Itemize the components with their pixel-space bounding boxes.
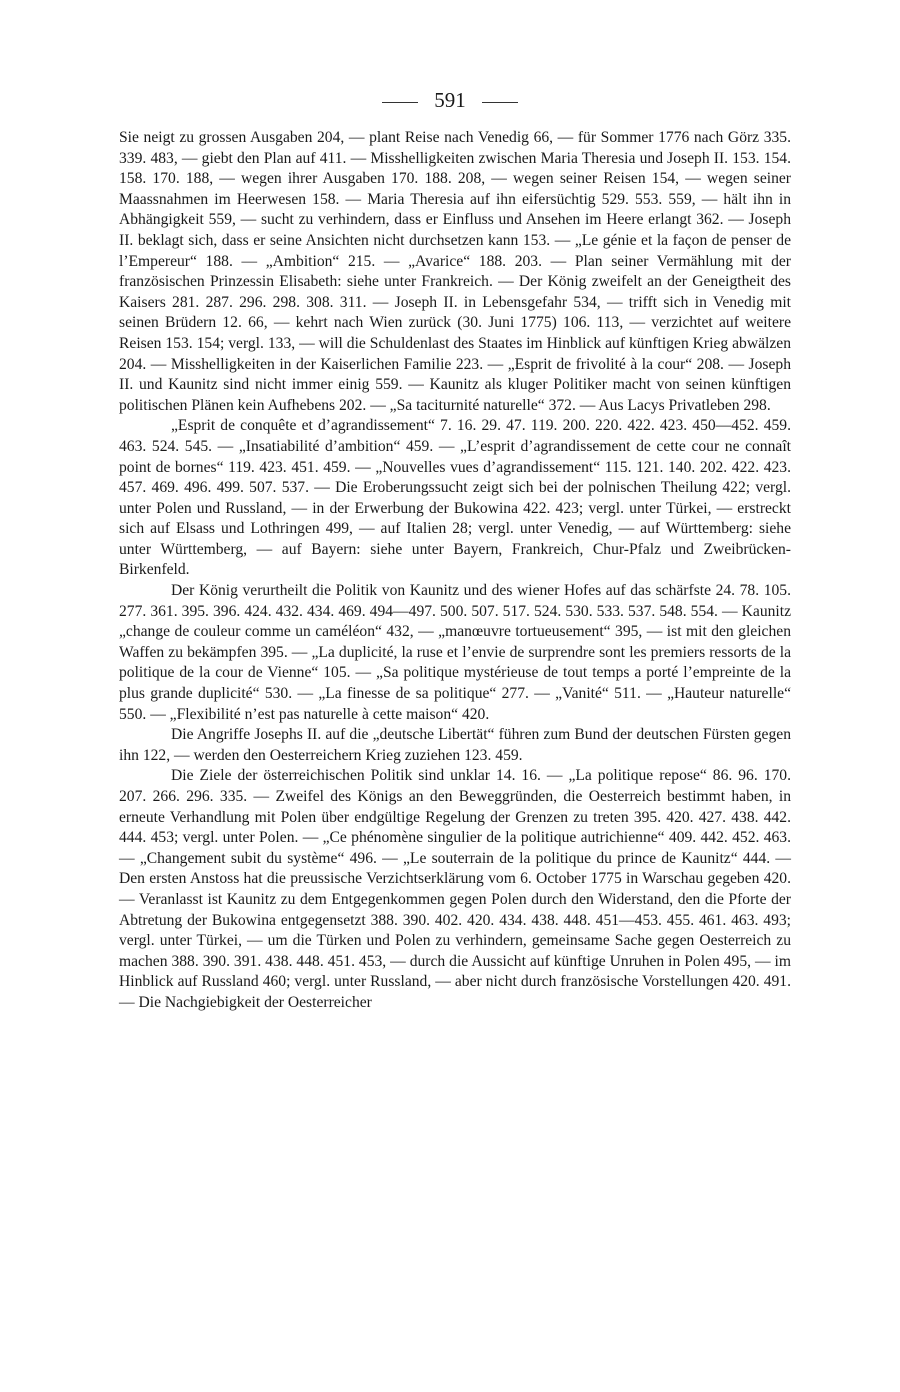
index-text bbox=[119, 128, 791, 1014]
header-rule-right bbox=[482, 102, 518, 103]
page-number: 591 bbox=[434, 88, 466, 112]
header-rule-left bbox=[382, 102, 418, 103]
page-header bbox=[0, 88, 900, 112]
paragraph: Die Angriffe Josephs II. auf die „deutsche Libertät“ führen zum Bund der deutschen Fürsten gegen ihn 122, — werden den Oesterreichern Krieg zuziehen 123. 459. bbox=[119, 726, 791, 764]
paragraph: Die Ziele der österreichischen Politik sind unklar 14. 16. — „La politique repose“ 86. 96. 170. 207. 266. 296. 335. — Zweifel des Königs an den Beweggründen, die Oesterreich bestimmt haben, in erneute Verhandlung mit Polen über endgültige Regelung der Grenzen zu treten 395. 420. 427. 438. 442. 444. 453; vergl. unter Polen. — „Ce phénomène singulier de la politique autrichienne“ 409. 442. 452. 463. — „Changement subit du système“ 496. — „Le souterrain de la politique du prince de Kaunitz“ 444. — Den ersten Anstoss hat die preussische Verzichtserklärung vom 6. October 1775 in Warschau gegeben 420. — Veranlasst ist Kaunitz zu dem Entgegenkommen gegen Polen durch den Widerstand, den die Pforte der Abtretung der Bukowina entgegensetzt 388. 390. 402. 420. 434. 438. 448. 451—453. 455. 461. 463. 493; vergl. unter Türkei, — um die Türken und Polen zu verhindern, gemeinsame Sache gegen Oesterreich zu machen 388. 390. 391. 438. 448. 451. 453, — durch die Aussicht auf künftige Unruhen in Polen 495, — im Hinblick auf Russland 460; vergl. unter Russland, — aber nicht durch französische Vorstellungen 420. 491. — Die Nachgiebigkeit der Oesterreicher bbox=[119, 767, 791, 1011]
paragraph: Sie neigt zu grossen Ausgaben 204, — plant Reise nach Venedig 66, — für Sommer 1776 nach Görz 335. 339. 483, — giebt den Plan auf 411. — Misshelligkeiten zwischen Maria Theresia und Joseph II. 153. 154. 158. 170. 188, — wegen ihrer Ausgaben 170. 188. 208, — wegen seiner Reisen 154, — wegen seiner Maassnahmen im Heerwesen 158. — Maria Theresia auf ihn eifersüchtig 529. 553. 559, — hält ihn in Abhängigkeit 559, — sucht zu verhindern, dass er Einfluss und Ansehen im Heere erlangt 362. — Joseph II. beklagt sich, dass er seine Ansichten nicht durchsetzen kann 153. — „Le génie et la façon de penser de l’Empereur“ 188. — „Ambition“ 215. — „Avarice“ 188. 203. — Plan seiner Vermählung mit der französischen Prinzessin Elisabeth: siehe unter Frankreich. — Der König zweifelt an der Geneigtheit des Kaisers 281. 287. 296. 298. 308. 311. — Joseph II. in Lebensgefahr 534, — trifft sich in Venedig mit seinen Brüdern 12. 66, — kehrt nach Wien zurück (30. Juni 1775) 106. 113, — verzichtet auf weitere Reisen 153. 154; vergl. 133, — will die Schuldenlast des Staates im Hinblick auf künftigen Krieg abwälzen 204. — Misshelligkeiten in der Kaiserlichen Familie 223. — „Esprit de frivolité à la cour“ 208. — Joseph II. und Kaunitz sind nicht immer einig 559. — Kaunitz als kluger Politiker macht von seinen künftigen politischen Plänen kein Aufhebens 202. — „Sa taciturnité naturelle“ 372. — Aus Lacys Privatleben 298. bbox=[119, 129, 791, 414]
paragraph: Der König verurtheilt die Politik von Kaunitz und des wiener Hofes auf das schärfste 24. 78. 105. 277. 361. 395. 396. 424. 432. 434. 469. 494—497. 500. 507. 517. 524. 530. 533. 537. 548. 554. — Kaunitz „change de couleur comme un caméléon“ 432, — „manœuvre tortueusement“ 395, — ist mit den gleichen Waffen zu bekämpfen 395. — „La duplicité, la ruse et l’envie de surprendre sont les premiers ressorts de la politique de la cour de Vienne“ 105. — „Sa politique mystérieuse de tout temps a porté l’empreinte de la plus grande duplicité“ 530. — „La finesse de sa politique“ 277. — „Vanité“ 511. — „Hauteur naturelle“ 550. — „Flexibilité n’est pas naturelle à cette maison“ 420. bbox=[119, 582, 791, 723]
paragraph: „Esprit de conquête et d’agrandissement“ 7. 16. 29. 47. 119. 200. 220. 422. 423. 450—452. 459. 463. 524. 545. — „Insatiabilité d’ambition“ 459. — „L’esprit d’agrandissement de cette cour ne connaît point de bornes“ 119. 423. 451. 459. — „Nouvelles vues d’agrandissement“ 115. 121. 140. 202. 422. 423. 457. 469. 496. 499. 507. 537. — Die Eroberungssucht zeigt sich bei der polnischen Theilung 422; vergl. unter Polen und Russland, — in der Erwerbung der Bukowina 422. 423; vergl. unter Türkei, — erstreckt sich auf Elsass und Lothringen 499, — auf Italien 28; vergl. unter Venedig, — auf Württemberg: siehe unter Württemberg, — auf Bayern: siehe unter Bayern, Frankreich, Chur-Pfalz und Zweibrücken-Birkenfeld. bbox=[119, 417, 791, 579]
